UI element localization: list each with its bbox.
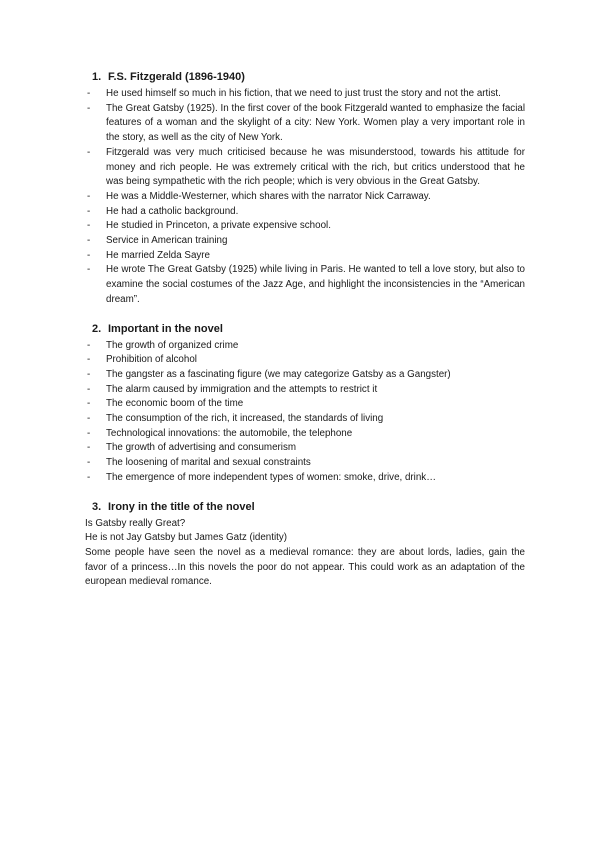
section-heading: 1. F.S. Fitzgerald (1896-1940)	[92, 71, 245, 83]
section-heading: 3. Irony in the title of the novel	[92, 500, 255, 513]
list-item: - He wrote The Great Gatsby (1925) while living in Paris. He wanted to tell a love story, but also to examine the social costumes of the Jazz Age, and highlight the inconsistencies in the “American dream”.	[87, 264, 525, 305]
list-item: - The alarm caused by immigration and the attempts to restrict it	[87, 383, 378, 395]
list-item: - Fitzgerald was very much criticised because he was misunderstood, towards his attitude for money and rich people. He was extremely critical with the rich, but critics understood that he was being sympathetic with the rich people; which is very obvious in the Great Gatsby.	[87, 146, 525, 188]
list-item: - He studied in Princeton, a private expensive school.	[87, 220, 331, 232]
list-item: - The consumption of the rich, it increased, the standards of living	[87, 413, 384, 425]
section-important-in-novel	[87, 322, 525, 486]
list-item: - He was a Middle-Westerner, which shares with the narrator Nick Carraway.	[87, 190, 431, 202]
paragraph: He is not Jay Gatsby but James Gatz (identity)	[85, 532, 288, 544]
list-item: - Technological innovations: the automobile, the telephone	[87, 427, 353, 439]
list-item: - The emergence of more independent types of women: smoke, drive, drink…	[87, 471, 436, 483]
bullet-list	[87, 87, 525, 308]
list-item: - The loosening of marital and sexual constraints	[87, 457, 311, 469]
section-heading: 2. Important in the novel	[92, 322, 223, 335]
list-item: - The gangster as a fascinating figure (we may categorize Gatsby as a Gangster)	[87, 368, 451, 380]
list-item: - He used himself so much in his fiction, that we need to just trust the story and not the artist.	[87, 88, 501, 99]
list-item: - The economic boom of the time	[87, 398, 244, 410]
list-item: - He had a catholic background.	[87, 205, 239, 217]
section-fitzgerald	[87, 70, 525, 308]
list-item: - The growth of advertising and consumerism	[87, 442, 297, 454]
paragraph: Some people have seen the novel as a medieval romance: they are about lords, ladies, gain the favor of a princess…In this novels the poor do not appear. This could work as an adaptation of the european medieval romance.	[85, 546, 525, 588]
list-item: - Service in American training	[87, 235, 228, 247]
list-item: - Prohibition of alcohol	[87, 354, 197, 366]
list-item: - The growth of organized crime	[87, 339, 239, 351]
list-item: - The Great Gatsby (1925). In the first cover of the book Fitzgerald wanted to emphasize the facial features of a woman and the skylight of a city: New York. Women play a very important role in the story, as well as the city of New York.	[87, 102, 525, 144]
paragraph: Is Gatsby really Great?	[85, 517, 186, 529]
list-item: - He married Zelda Sayre	[87, 249, 210, 261]
bullet-list	[87, 339, 525, 486]
section-irony-in-title	[87, 500, 525, 591]
document-page	[87, 70, 525, 590]
